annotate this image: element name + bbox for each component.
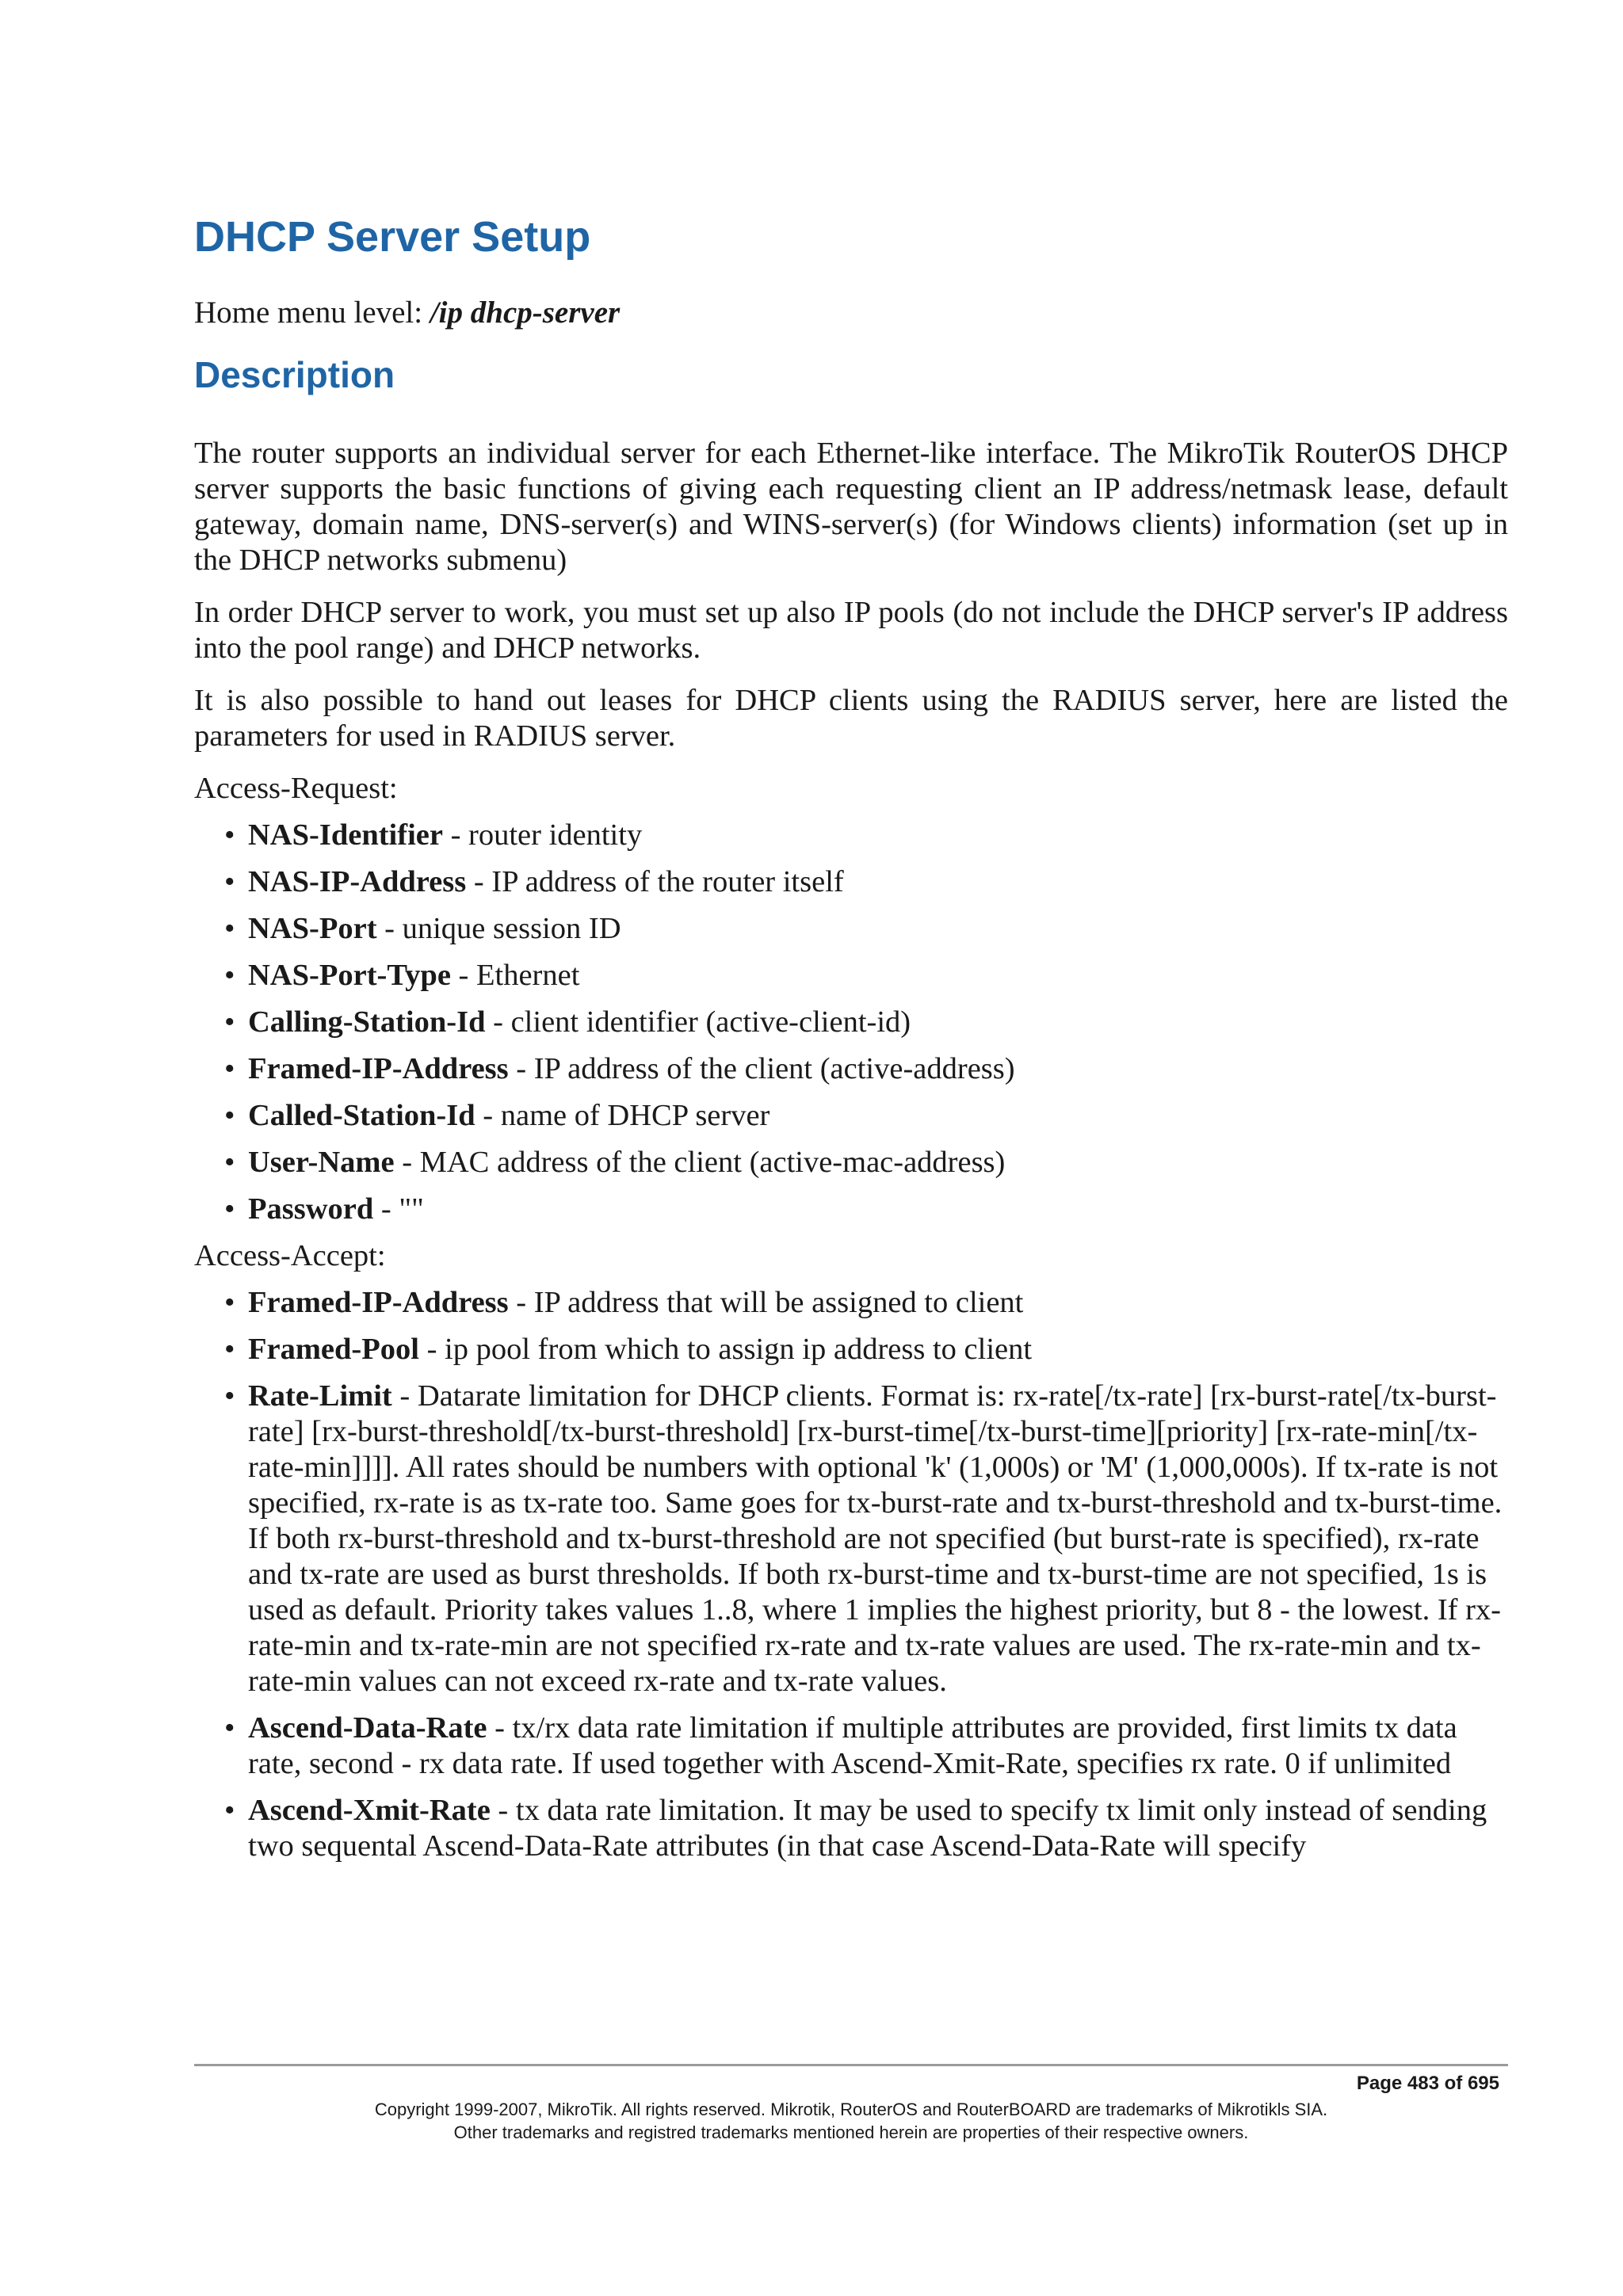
attribute-name: NAS-Port-Type [248, 959, 451, 992]
page-title: DHCP Server Setup [194, 213, 591, 261]
attribute-desc: - MAC address of the client (active-mac-address) [394, 1146, 1006, 1179]
attribute-name: Calling-Station-Id [248, 1005, 486, 1039]
attribute-name: Framed-IP-Address [248, 1286, 509, 1319]
list-item [248, 1192, 1508, 1227]
footer-divider [194, 2064, 1508, 2066]
attribute-desc: - Datarate limitation for DHCP clients. Format is: rx-rate[/tx-rate] [rx-burst-rate[/tx-burst-rate] [rx-burst-threshold[/tx-burst-threshold] [rx-burst-time[/tx-burst-time][priority] [rx-rate-min[/tx-rate-min]]]]. All rates should be numbers with optional 'k' (1,000s) or 'M' (1,000,000s). If tx-rate is not specified, rx-rate is as tx-rate too. Same goes for tx-burst-rate and tx-burst-threshold and tx-burst-time. If both rx-burst-threshold and tx-burst-threshold are not specified (but burst-rate is specified), rx-rate and tx-rate are used as burst thresholds. If both rx-burst-time and tx-burst-time are not specified, 1s is used as default. Priority takes values 1..8, where 1 implies the highest priority, but 8 - the lowest. If rx-rate-min and tx-rate-min are not specified rx-rate and tx-rate values are used. The rx-rate-min and tx-rate-min values can not exceed rx-rate and tx-rate values. [248, 1379, 1503, 1698]
menu-level-path: /ip dhcp-server [430, 296, 621, 330]
copyright-notice [194, 2098, 1508, 2144]
attribute-desc: - "" [373, 1192, 424, 1226]
menu-level-line [194, 295, 620, 330]
attribute-name: Framed-IP-Address [248, 1052, 509, 1085]
list-item [248, 1285, 1508, 1321]
access-request-list [194, 818, 1508, 1227]
attribute-desc: - Ethernet [450, 959, 580, 992]
access-accept-label: Access-Accept: [194, 1239, 386, 1272]
attribute-name: Called-Station-Id [248, 1099, 475, 1132]
attribute-desc: - IP address of the router itself [466, 865, 844, 898]
attribute-desc: - client identifier (active-client-id) [485, 1005, 911, 1039]
list-item [248, 1379, 1508, 1699]
attribute-desc: - router identity [442, 818, 643, 852]
description-heading: Description [194, 354, 395, 395]
attribute-desc: - tx/rx data rate limitation if multiple attributes are provided, first limits tx data rate, second - rx data rate. If used together with Ascend-Xmit-Rate, specifies rx rate. 0 if unlimited [248, 1711, 1457, 1780]
page-number: Page 483 of 695 [1356, 2073, 1499, 2094]
attribute-name: NAS-Identifier [248, 818, 443, 852]
list-item [248, 1051, 1508, 1087]
attribute-name: User-Name [248, 1146, 395, 1179]
description-paragraph: In order DHCP server to work, you must set up also IP pools (do not include the DHCP server's IP address into the pool range) and DHCP networks. [194, 596, 1508, 665]
trademark-line: Other trademarks and registred trademarks mentioned herein are properties of their respective owners. [453, 2122, 1249, 2142]
description-body [194, 436, 1508, 1875]
attribute-name: Ascend-Data-Rate [248, 1711, 487, 1745]
list-item [248, 1793, 1508, 1864]
attribute-desc: - name of DHCP server [475, 1099, 770, 1132]
attribute-name: Framed-Pool [248, 1333, 419, 1366]
list-item [248, 1711, 1508, 1782]
list-item [248, 1332, 1508, 1367]
attribute-desc: - tx data rate limitation. It may be used to specify tx limit only instead of sending two sequental Ascend-Data-Rate attributes (in that case Ascend-Data-Rate will specify [248, 1794, 1487, 1863]
attribute-name: Password [248, 1192, 374, 1226]
list-item [248, 1098, 1508, 1134]
description-paragraph: The router supports an individual server for each Ethernet-like interface. The MikroTik RouterOS DHCP server supports the basic functions of giving each requesting client an IP address/netmask lease, default gateway, domain name, DNS-server(s) and WINS-server(s) (for Windows clients) information (set up in the DHCP networks submenu) [194, 437, 1508, 577]
list-item [248, 911, 1508, 947]
description-paragraph: It is also possible to hand out leases for DHCP clients using the RADIUS server, here are listed the parameters for used in RADIUS server. [194, 684, 1508, 753]
access-accept-list [194, 1285, 1508, 1864]
list-item [248, 864, 1508, 900]
list-item [248, 818, 1508, 853]
copyright-line: Copyright 1999-2007, MikroTik. All rights reserved. Mikrotik, RouterOS and RouterBOARD are trademarks of Mikrotikls SIA. [374, 2100, 1328, 2119]
attribute-name: NAS-IP-Address [248, 865, 467, 898]
list-item [248, 958, 1508, 994]
list-item [248, 1145, 1508, 1180]
attribute-desc: - unique session ID [376, 912, 621, 945]
attribute-desc: - IP address of the client (active-address) [508, 1052, 1015, 1085]
attribute-desc: - ip pool from which to assign ip address to client [418, 1333, 1033, 1366]
attribute-name: NAS-Port [248, 912, 377, 945]
attribute-desc: - IP address that will be assigned to client [508, 1286, 1024, 1319]
access-request-label: Access-Request: [194, 772, 398, 805]
attribute-name: Rate-Limit [248, 1379, 392, 1413]
list-item [248, 1005, 1508, 1040]
attribute-name: Ascend-Xmit-Rate [248, 1794, 491, 1827]
menu-level-label: Home menu level: [194, 296, 430, 330]
